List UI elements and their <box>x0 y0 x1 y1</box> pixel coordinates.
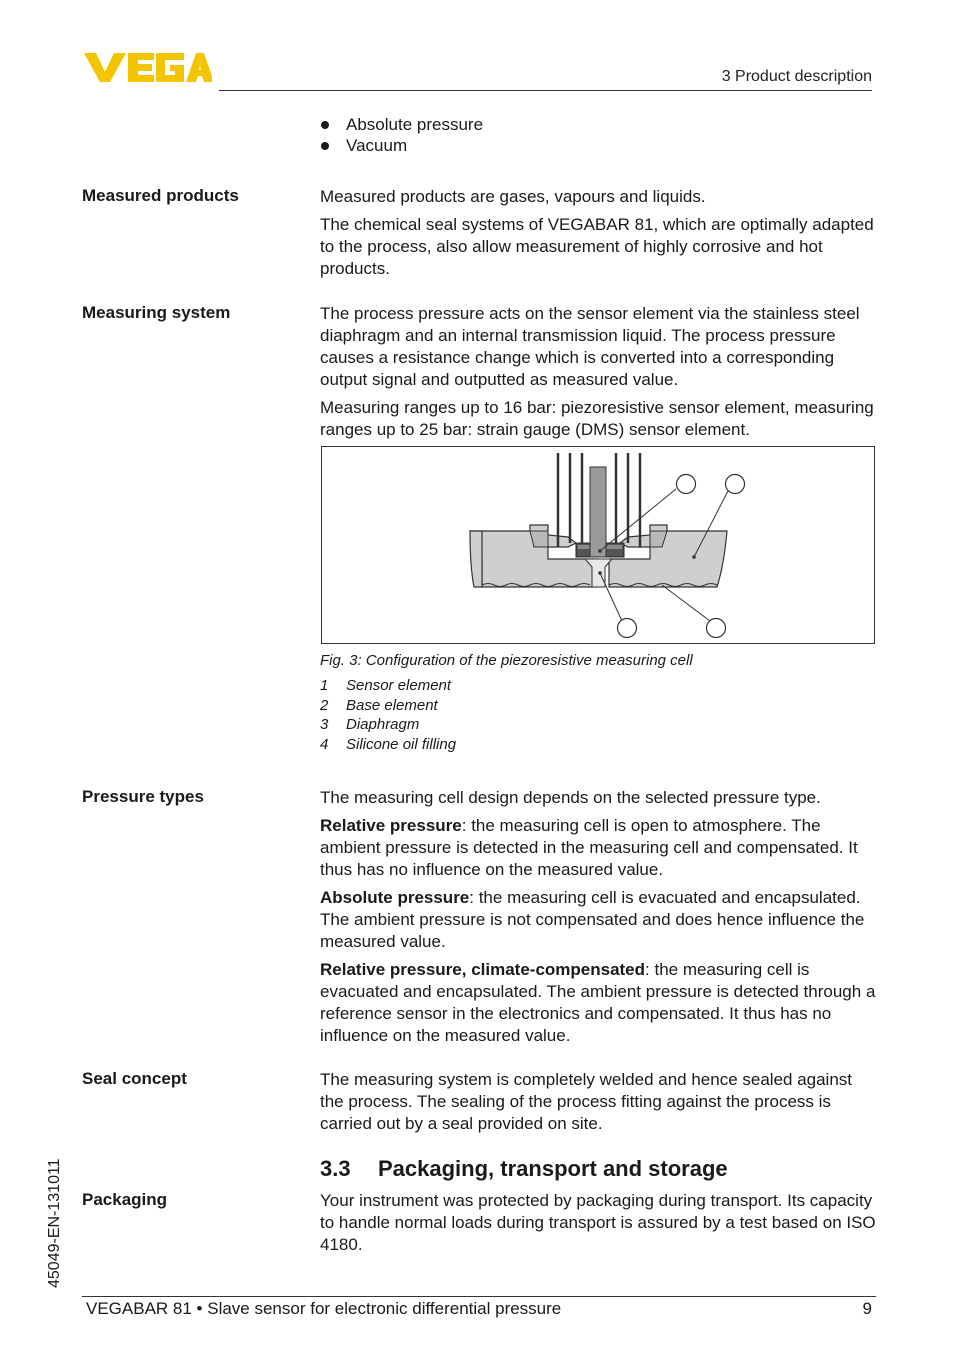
label-seal-concept: Seal concept <box>82 1069 187 1088</box>
figure-legend <box>320 676 456 754</box>
header-section-title: 3 Product description <box>721 68 872 85</box>
term-text: : the measuring cell is evacuated and encapsulated. The ambient pressure is not compensated and does hence influence the measured value. <box>320 888 865 951</box>
legend-label: Base element <box>346 696 438 714</box>
legend-item <box>320 676 456 696</box>
label-measuring-system: Measuring system <box>82 303 231 322</box>
vega-logo <box>82 50 212 84</box>
paragraph: The chemical seal systems of VEGABAR 81, which are optimally adapted to the process, also allow measurement of highly corrosive and hot products. <box>320 215 874 278</box>
legend-item <box>320 735 456 755</box>
footer-divider <box>82 1296 876 1297</box>
term-text: : the measuring cell is open to atmosphere. The ambient pressure is detected in the measuring cell and compensated. It thus has no influence on the measured value. <box>320 816 858 879</box>
label-packaging: Packaging <box>82 1190 168 1209</box>
legend-number: 3 <box>320 716 329 733</box>
legend-label: Diaphragm <box>346 716 420 733</box>
paragraph: Measured products are gases, vapours and liquids. <box>320 187 706 206</box>
paragraph <box>320 887 876 953</box>
term-bold: Relative pressure, climate-compensated <box>320 960 646 979</box>
header-divider <box>219 90 872 91</box>
packaging-body <box>320 1190 876 1262</box>
legend-number: 4 <box>320 735 329 753</box>
legend-number: 1 <box>320 677 329 694</box>
term-bold: Absolute pressure <box>320 888 470 907</box>
label-pressure-types: Pressure types <box>82 787 204 806</box>
measuring-cell-figure <box>321 446 875 644</box>
bullet-item <box>320 135 483 156</box>
bullet-item <box>320 114 483 135</box>
legend-label: Silicone oil filling <box>346 735 457 753</box>
pressure-types-body <box>320 787 876 1053</box>
bullet-text: Vacuum <box>346 136 408 155</box>
piezoresistive-cell-diagram <box>322 447 874 643</box>
legend-number: 2 <box>320 696 329 714</box>
page-number: 9 <box>862 1299 872 1318</box>
paragraph <box>320 959 876 1047</box>
paragraph: Your instrument was protected by packaging during transport. Its capacity to handle normal loads during transport is assured by a test based on ISO 4180. <box>320 1191 876 1254</box>
bullet-dot-icon <box>321 121 329 129</box>
term-text: : the measuring cell is evacuated and encapsulated. The ambient pressure is detected through a reference sensor in the electronics and compensated. It thus has no influence on the measured value. <box>320 960 876 1045</box>
section-title: Packaging, transport and storage <box>378 1156 728 1181</box>
term-bold: Relative pressure <box>320 816 462 835</box>
legend-item <box>320 715 456 735</box>
figure-caption: Fig. 3: Configuration of the piezoresistive measuring cell <box>320 652 693 669</box>
footer-title: VEGABAR 81 • Slave sensor for electronic differential pressure <box>86 1299 562 1318</box>
label-measured-products: Measured products <box>82 186 239 205</box>
pressure-bullet-list <box>320 114 483 156</box>
paragraph: The measuring system is completely welded and hence sealed against the process. The sealing of the process fitting against the process is carried out by a seal provided on site. <box>320 1070 853 1133</box>
bullet-text: Absolute pressure <box>346 115 484 134</box>
measured-products-body <box>320 186 876 286</box>
legend-label: Sensor element <box>346 677 452 694</box>
bullet-dot-icon <box>321 142 329 150</box>
section-heading <box>320 1156 728 1182</box>
paragraph: Measuring ranges up to 16 bar: piezoresistive sensor element, measuring ranges up to 25 bar: strain gauge (DMS) sensor element. <box>320 398 874 439</box>
measuring-system-body <box>320 303 876 447</box>
paragraph: The process pressure acts on the sensor element via the stainless steel diaphragm and an internal transmission liquid. The process pressure causes a resistance change which is converted into a corresponding output signal and outputted as measured value. <box>320 304 860 389</box>
seal-concept-body <box>320 1069 876 1141</box>
paragraph <box>320 815 876 881</box>
section-number: 3.3 <box>320 1156 351 1181</box>
legend-item <box>320 696 456 716</box>
document-code: 45049-EN-131011 <box>46 1158 63 1288</box>
paragraph: The measuring cell design depends on the selected pressure type. <box>320 788 821 807</box>
